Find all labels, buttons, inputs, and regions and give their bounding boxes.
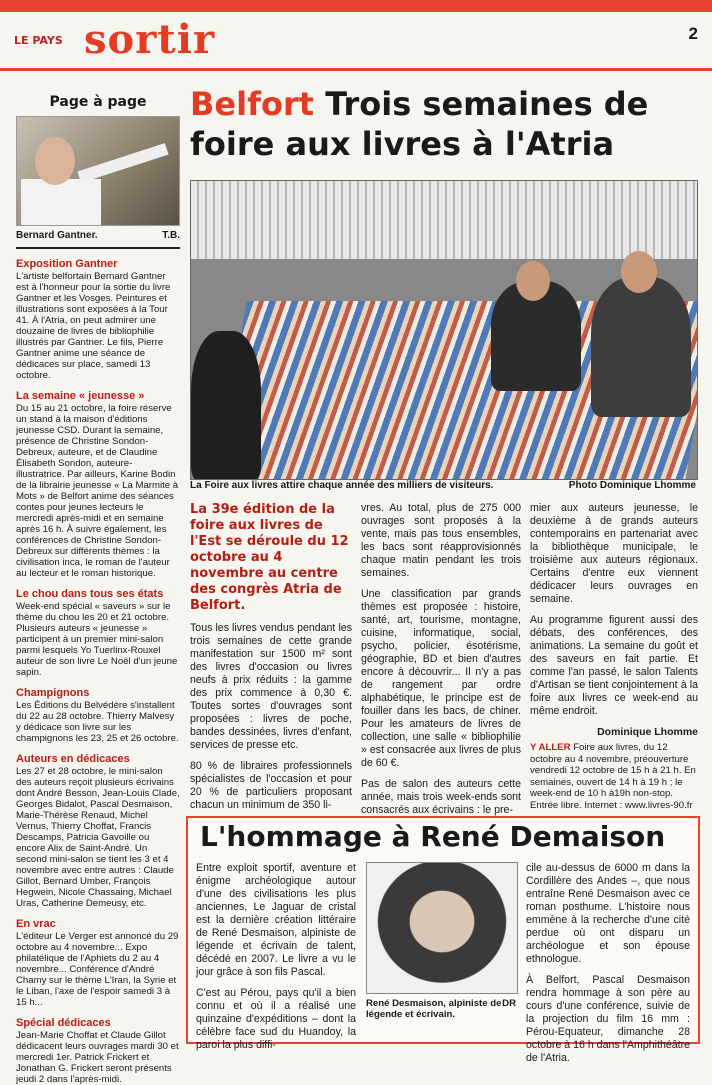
- photo-face-shape: [35, 137, 75, 185]
- tribute-box: [186, 816, 700, 1064]
- sidebar-block-text: Les 27 et 28 octobre, le mini-salon des auteurs reçoit plusieurs écrivains dont André Besson, Jean-Louis Clade, Georges Bidalot, Pascal Desmaison, Marie-Thérèse Renaud, Michel Vernus, Thierry Choffat, Francis Descamps, Patricia Gavoille ou encore Alix de Saint-André. Un second mini-salon se tient les 3 et 4 novembre avec entre autres : Claude Gillot, Bernard Umber, François Hegwein, Nicole Chassaing, Michael Uras, Catherine Demeusy, etc.: [16, 766, 180, 909]
- sidebar-block-heading: Champignons: [16, 687, 90, 699]
- sidebar-block-heading: Spécial dédicaces: [16, 1017, 111, 1029]
- sidebar-block-heading: En vrac: [16, 918, 56, 930]
- article-column-1: [190, 502, 352, 820]
- photo-roof-shape: [191, 181, 697, 259]
- tribute-photo-caption: [366, 998, 516, 1020]
- tribute-paragraph: cile au-dessus de 6000 m dans la Cordillère des Andes –, que nous entraîne René Desmaison avec ce roman posthume. L'histoire nous emmène à la recherche d'une cité perdue où ont disparu un archéologue et son épouse ethnologue.: [526, 862, 690, 965]
- tribute-title: L'hommage à René Demaison: [200, 820, 666, 853]
- article-paragraph: 80 % de libraires professionnels spécialistes de l'occasion et pour 20 % de particuliers proposant chacun un minimum de 350 li-: [190, 760, 352, 811]
- article-column-2: [361, 502, 521, 825]
- sidebar-block: [16, 1017, 180, 1085]
- practical-info-text: Foire aux livres, du 12 octobre au 4 novembre, préouverture vendredi 12 octobre de 15 h à 21 h. En semaines, ouvert de 14 h à 19 h ; le week-end de 10 h à19h non-stop. Entrée libre. Internet : www.livres-90.fr: [530, 742, 696, 811]
- sidebar-block-text: L'éditeur Le Verger est annoncé du 29 octobre au 4 novembre... Expo philatélique de l'Aphiets du 2 au 4 novembre... Conférence d'André Chamy sur le thème L'Iran, la Syrie et le Liban, l'axe de l'espoir samedi 3 à 15 h...: [16, 931, 179, 1008]
- main-photo-credit: Photo Dominique Lhomme: [568, 480, 696, 491]
- photo-person-shape: [591, 277, 691, 417]
- article-paragraph: vres. Au total, plus de 275 000 ouvrages sont proposés à la vente, mais pas tous ensembles, les bacs sont réapprovisionnés chaque matin pendant les trois semaines.: [361, 502, 521, 579]
- tribute-column-1: [196, 862, 356, 1060]
- sidebar-block-text: Jean-Marie Choffat et Claude Gillot dédicacent leurs ouvrages mardi 30 et mercredi 1er. Patrick Frickert et Jonathan G. Frickert seront présents jeudi 2 dans l'après-midi.: [16, 1030, 179, 1085]
- sidebar-block-heading: Exposition Gantner: [16, 258, 118, 270]
- photo-shirt-shape: [21, 179, 101, 225]
- main-photo-caption: [190, 480, 696, 491]
- article-paragraph: mier aux auteurs jeunesse, le deuxième à de grands auteurs contemporains en partenariat avec la bibliothèque municipale, le troisième aux auteurs régionaux. Certains d'entre eux viennent dédicacer leurs ouvrages en semaine.: [530, 502, 698, 605]
- tribute-paragraph: Entre exploit sportif, aventure et énigme archéologique autour d'une des civilisations les plus anciennes, Le Jaguar de cristal est la dernière création littéraire de René Desmaison, alpiniste de légende et écrivain de talent, décédé en 2007. Le livre a vu le jour grâce à son fils Pascal.: [196, 862, 356, 978]
- article-signature: Dominique Lhomme: [597, 726, 698, 738]
- practical-info: [530, 742, 698, 812]
- photo-arm-shape: [77, 143, 168, 183]
- sidebar-block: [16, 390, 180, 579]
- sidebar-block: [16, 753, 180, 909]
- sidebar-block-text: Du 15 au 21 octobre, la foire réserve un stand à la maison d'éditions jeunesse CSD. Durant la semaine, présence de Christine Sondon-Debreux, auteure, et de Claudine Élisabeth Sondon, auteure-illustratrice. Par ailleurs, Karine Bodin de la librairie jeunesse « La Marmite à Mots » de Belfort anime des séances contes pour jeunes lecteurs le mercredi après-midi et en semaine après 16 h. À suivre également, les conférences de Christine Sondon-Debreux sur différents thèmes : la civilisation inca, le roman de l'auteur au lecteur et le roman historique.: [16, 403, 179, 579]
- main-photo-caption-text: La Foire aux livres attire chaque année des milliers de visiteurs.: [190, 480, 494, 491]
- sidebar-block-text: Les Éditions du Belvédère s'installent du 22 au 28 octobre. Thierry Malvesy y dédicace son livre sur les champignons les 23, 25 et 26 octobre.: [16, 700, 179, 744]
- tribute-caption-text: René Desmaison, alpiniste de légende et écrivain.: [366, 998, 502, 1020]
- sidebar-block-heading: Le chou dans tous ses états: [16, 588, 164, 600]
- sidebar-column: [16, 84, 180, 1085]
- section-title: sortir: [84, 16, 216, 63]
- headline-city: Belfort: [190, 85, 315, 123]
- sidebar-block: [16, 588, 180, 678]
- book-fair-photo: [190, 180, 698, 480]
- sidebar-block-heading: Auteurs en dédicaces: [16, 753, 130, 765]
- tribute-paragraph: À Belfort, Pascal Desmaison rendra hommage à son père au cours d'une conférence, suivie de la projection du film 16 mm : Pérou-Equateur, dimanche 28 octobre à 16 h dans l'Amphithéâtre de l'Atria.: [526, 974, 690, 1064]
- newspaper-logo: LE PAYS: [14, 34, 63, 47]
- sidebar-block-text: Week-end spécial « saveurs » sur le thème du chou les 20 et 21 octobre. Plusieurs auteurs « jeunesse » participent à un premier mini-salon parmi lesquels Yo Tuerlinx-Rouxel auteur de son livre Le Noël d'un jeune sapin.: [16, 601, 178, 678]
- tribute-photo-column: [366, 862, 516, 1020]
- sidebar-block: [16, 918, 180, 1008]
- tribute-paragraph: C'est au Pérou, pays qu'il a bien connu et où il a réalisé une quinzaine d'expéditions – dont la célèbre face sud du Huandoy, la paroi la plus diffi-: [196, 987, 356, 1051]
- sidebar-block-text: L'artiste belfortain Bernard Gantner est à l'honneur pour la sortie du livre Gantner et les Vosges. Peintures et illustrations sont exposées à la Tour 41. À l'Atria, on peut admirer une douzaine de livres de bibliophilie illustrés par Gantner. Le fils, Pierre Gantner anime une séance de dédicaces sur place, samedi 13 octobre.: [16, 271, 171, 381]
- desmaison-portrait: [366, 862, 518, 994]
- sidebar-caption-credit: T.B.: [162, 230, 180, 241]
- sidebar-block: [16, 687, 180, 744]
- main-article: [190, 84, 698, 816]
- gantner-photo: [16, 116, 180, 226]
- top-color-bar: [0, 0, 712, 12]
- photo-head-shape: [621, 251, 657, 293]
- sidebar-block-heading: La semaine « jeunesse »: [16, 390, 145, 402]
- masthead: [0, 12, 712, 68]
- sidebar-divider: [16, 247, 180, 249]
- sidebar-photo-caption: [16, 230, 180, 241]
- article-lead: La 39e édition de la foire aux livres de l'Est se déroule du 12 octobre au 4 novembre au centre des congrès Atria de Belfort.: [190, 502, 349, 613]
- article-paragraph: Tous les livres vendus pendant les trois semaines de cette grande manifestation sur 1500 m² sont des livres d'occasion ou livres neufs à prix réduits : la gamme des prix commence à 0,30 €. Toutes sortes d'ouvrages sont proposées : livres de poche, bandes dessinées, livres d'enfant, services de presse etc.: [190, 622, 352, 751]
- page-number: 2: [688, 24, 698, 43]
- headline-text: Trois semaines de foire aux livres à l'Atria: [190, 85, 649, 163]
- sidebar-block: [16, 258, 180, 381]
- practical-info-label: Y ALLER: [530, 742, 571, 753]
- tribute-caption-credit: DR: [502, 998, 516, 1009]
- sidebar-title: Page à page: [49, 94, 147, 110]
- photo-person-shape: [191, 331, 261, 480]
- article-paragraph: Au programme figurent aussi des débats, des conférences, des animations. La semaine du goût et des saveurs en fait partie. Et comme l'an passé, le salon Talents d'Artisan se tient conjointement à la foire aux livres ce week-end au même endroit.: [530, 614, 698, 717]
- article-paragraph: Une classification par grands thèmes est proposée : histoire, santé, art, tourisme, montagne, cuisine, informatique, social, psycho, policier, ésotérisme, géographie, BD et bien d'autres encore à découvrir... Il n'y a pas de rangement par ordre alphabétique, le principe est de fouiller dans les bacs, de chiner. Pour les amateurs de livres de collection, une salle « bibliophilie » est consacrée aux livres de plus de 60 €.: [361, 588, 521, 769]
- article-column-3: [530, 502, 698, 812]
- masthead-rule: [0, 68, 712, 71]
- photo-head-shape: [516, 261, 550, 301]
- sidebar-caption-text: Bernard Gantner.: [16, 230, 98, 241]
- tribute-column-3: [526, 862, 690, 1073]
- article-headline: [190, 84, 698, 164]
- article-paragraph: Pas de salon des auteurs cette année, mais trois week-ends sont consacrés aux écrivains : le pre-: [361, 778, 521, 816]
